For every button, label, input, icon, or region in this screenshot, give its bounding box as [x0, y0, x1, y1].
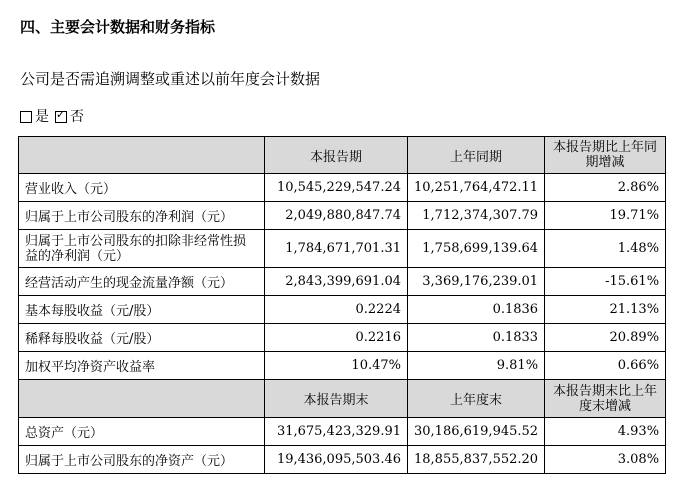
cell-value: 2,843,399,691.04 — [265, 268, 408, 296]
table-row — [19, 296, 666, 324]
cell-value: 10,545,229,547.24 — [265, 174, 408, 202]
row-label: 基本每股收益（元/股） — [19, 296, 265, 324]
cell-value: -15.61% — [545, 268, 666, 296]
cell-value: 19,436,095,503.46 — [265, 446, 408, 474]
cell-value: 1,784,671,701.31 — [265, 230, 408, 268]
table-row — [19, 202, 666, 230]
cell-value: 1.48% — [545, 230, 666, 268]
cell-value: 0.2224 — [265, 296, 408, 324]
header-cell: 上年同期 — [408, 137, 545, 174]
financial-indicators-table — [18, 136, 666, 474]
table-header-row-1 — [19, 137, 666, 174]
row-label: 经营活动产生的现金流量净额（元） — [19, 268, 265, 296]
yes-checkbox-icon — [20, 111, 32, 123]
table-row — [19, 352, 666, 380]
header-cell: 本报告期末 — [265, 380, 408, 418]
header-cell — [19, 137, 265, 174]
row-label: 归属于上市公司股东的扣除非经常性损益的净利润（元） — [19, 230, 265, 268]
header-cell — [19, 380, 265, 418]
cell-value: 0.1836 — [408, 296, 545, 324]
table-row — [19, 230, 666, 268]
cell-value: 3,369,176,239.01 — [408, 268, 545, 296]
cell-value: 2.86% — [545, 174, 666, 202]
cell-value: 2,049,880,847.74 — [265, 202, 408, 230]
cell-value: 1,712,374,307.79 — [408, 202, 545, 230]
cell-value: 10,251,764,472.11 — [408, 174, 545, 202]
cell-value: 20.89% — [545, 324, 666, 352]
section-title: 四、主要会计数据和财务指标 — [20, 18, 216, 36]
row-label: 总资产（元） — [19, 418, 265, 446]
cell-value: 4.93% — [545, 418, 666, 446]
row-label: 营业收入（元） — [19, 174, 265, 202]
row-label: 归属于上市公司股东的净资产（元） — [19, 446, 265, 474]
no-checkbox-checked-icon — [55, 111, 67, 123]
cell-value: 19.71% — [545, 202, 666, 230]
cell-value: 0.2216 — [265, 324, 408, 352]
cell-value: 10.47% — [265, 352, 408, 380]
cell-value: 21.13% — [545, 296, 666, 324]
restatement-choice — [20, 106, 84, 126]
cell-value: 30,186,619,945.52 — [408, 418, 545, 446]
yes-label: 是 — [35, 109, 49, 125]
table-row — [19, 174, 666, 202]
table-row — [19, 268, 666, 296]
table-row — [19, 446, 666, 474]
table-row — [19, 418, 666, 446]
no-label: 否 — [70, 109, 84, 125]
cell-value: 9.81% — [408, 352, 545, 380]
question-text: 公司是否需追溯调整或重述以前年度会计数据 — [20, 70, 321, 88]
row-label: 稀释每股收益（元/股） — [19, 324, 265, 352]
header-cell: 本报告期末比上年度末增减 — [545, 380, 666, 418]
cell-value: 31,675,423,329.91 — [265, 418, 408, 446]
table-row — [19, 324, 666, 352]
cell-value: 3.08% — [545, 446, 666, 474]
cell-value: 0.1833 — [408, 324, 545, 352]
header-cell: 本报告期比上年同期增减 — [545, 137, 666, 174]
header-cell: 本报告期 — [265, 137, 408, 174]
row-label: 归属于上市公司股东的净利润（元） — [19, 202, 265, 230]
header-cell: 上年度末 — [408, 380, 545, 418]
row-label: 加权平均净资产收益率 — [19, 352, 265, 380]
cell-value: 1,758,699,139.64 — [408, 230, 545, 268]
cell-value: 18,855,837,552.20 — [408, 446, 545, 474]
table-header-row-2 — [19, 380, 666, 418]
cell-value: 0.66% — [545, 352, 666, 380]
